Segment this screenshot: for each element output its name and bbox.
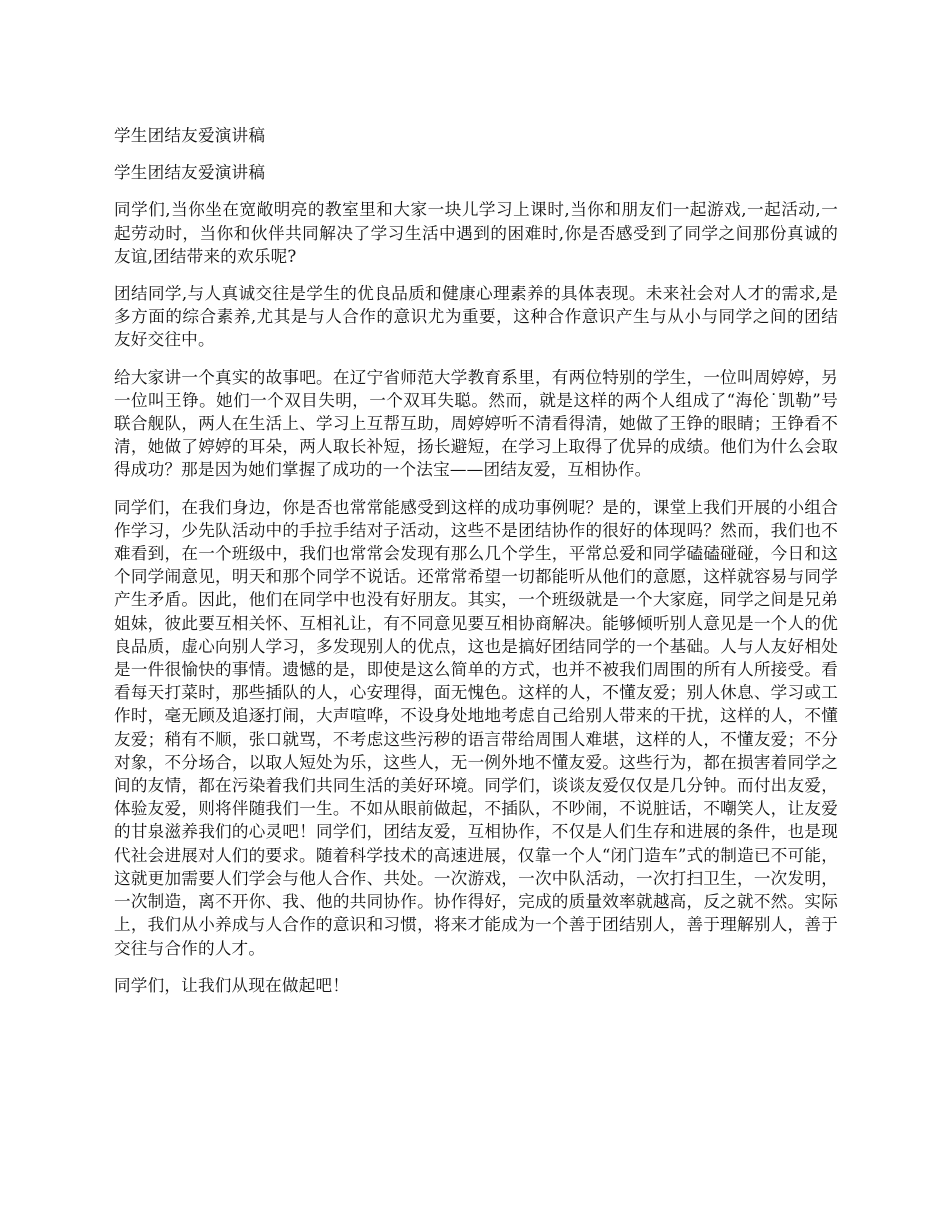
- paragraph: 团结同学,与人真诚交往是学生的优良品质和健康心理素养的具体表现。未来社会对人才的需求,是多方面的综合素养,尤其是与人合作的意识尤为重要，这种合作意识产生与从小与同学之间的团结友好交往中。: [114, 284, 838, 350]
- document-page: [114, 124, 838, 1011]
- paragraph: 同学们，让我们从现在做起吧！: [114, 975, 350, 995]
- paragraph: 给大家讲一个真实的故事吧。在辽宁省师范大学教育系里，有两位特别的学生，一位叫周婷婷，另一位叫王铮。她们一个双目失明，一个双耳失聪。然而，就是这样的两个人组成了“海伦˙凯勒”号联合舰队，两人在生活上、学习上互帮互助，周婷婷听不清看得清，她做了王铮的眼睛；王铮看不清，她做了婷婷的耳朵，两人取长补短，扬长避短，在学习上取得了优异的成绩。他们为什么会取得成功？那是因为她们掌握了成功的一个法宝——团结友爱，互相协作。: [114, 367, 838, 480]
- document-title: 学生团结友爱演讲稿: [114, 163, 266, 183]
- paragraph: 同学们，在我们身边，你是否也常常能感受到这样的成功事例呢？是的，课堂上我们开展的小组合作学习，少先队活动中的手拉手结对子活动，这些不是团结协作的很好的体现吗？然而，我们也不难看到，在一个班级中，我们也常常会发现有那么几个学生，平常总爱和同学磕磕碰碰，今日和这个同学闹意见，明天和那个同学不说话。还常常希望一切都能听从他们的意愿，这样就容易与同学产生矛盾。因此，他们在同学中也没有好朋友。其实，一个班级就是一个大家庭，同学之间是兄弟姐妹，彼此要互相关怀、互相礼让，有不同意见要互相协商解决。能够倾听别人意见是一个人的优良品质，虚心向别人学习，多发现别人的优点，这也是搞好团结同学的一个基础。人与人友好相处是一件很愉快的事情。遗憾的是，即使是这么简单的方式，也并不被我们周围的所有人所接受。看看每天打菜时，那些插队的人，心安理得，面无愧色。这样的人，不懂友爱；别人休息、学习或工作时，毫无顾及追逐打闹，大声喧哗，不设身处地地考虑自己给别人带来的干扰，这样的人，不懂友爱；稍有不顺，张口就骂，不考虑这些污秽的语言带给周围人难堪，这样的人，不懂友爱；不分对象，不分场合，以取人短处为乐，这些人，无一例外地不懂友爱。这些行为，都在损害着同学之间的友情，都在污染着我们共同生活的美好环境。同学们，谈谈友爱仅仅是几分钟。而付出友爱，体验友爱，则将伴随我们一生。不如从眼前做起，不插队，不吵闹，不说脏话，不嘲笑人，让友爱的甘泉滋养我们的心灵吧！同学们，团结友爱，互相协作，不仅是人们生存和进展的条件，也是现代社会进展对人们的要求。随着科学技术的高速进展，仅靠一个人“闭门造车”式的制造已不可能，这就更加需要人们学会与他人合作、共处。一次游戏，一次中队活动，一次打扫卫生，一次发明，一次制造，离不开你、我、他的共同协作。协作得好，完成的质量效率就越高，反之就不然。实际上，我们从小养成与人合作的意识和习惯，将来才能成为一个善于团结别人，善于理解别人，善于交往与合作的人才。: [114, 497, 838, 958]
- document-header-title: 学生团结友爱演讲稿: [114, 126, 266, 145]
- paragraph: 同学们,当你坐在宽敞明亮的教室里和大家一块儿学习上课时,当你和朋友们一起游戏,一起活动,一起劳动时，当你和伙伴共同解决了学习生活中遇到的困难时,你是否感受到了同学之间那份真诚的友谊,团结带来的欢乐呢?: [114, 200, 838, 266]
